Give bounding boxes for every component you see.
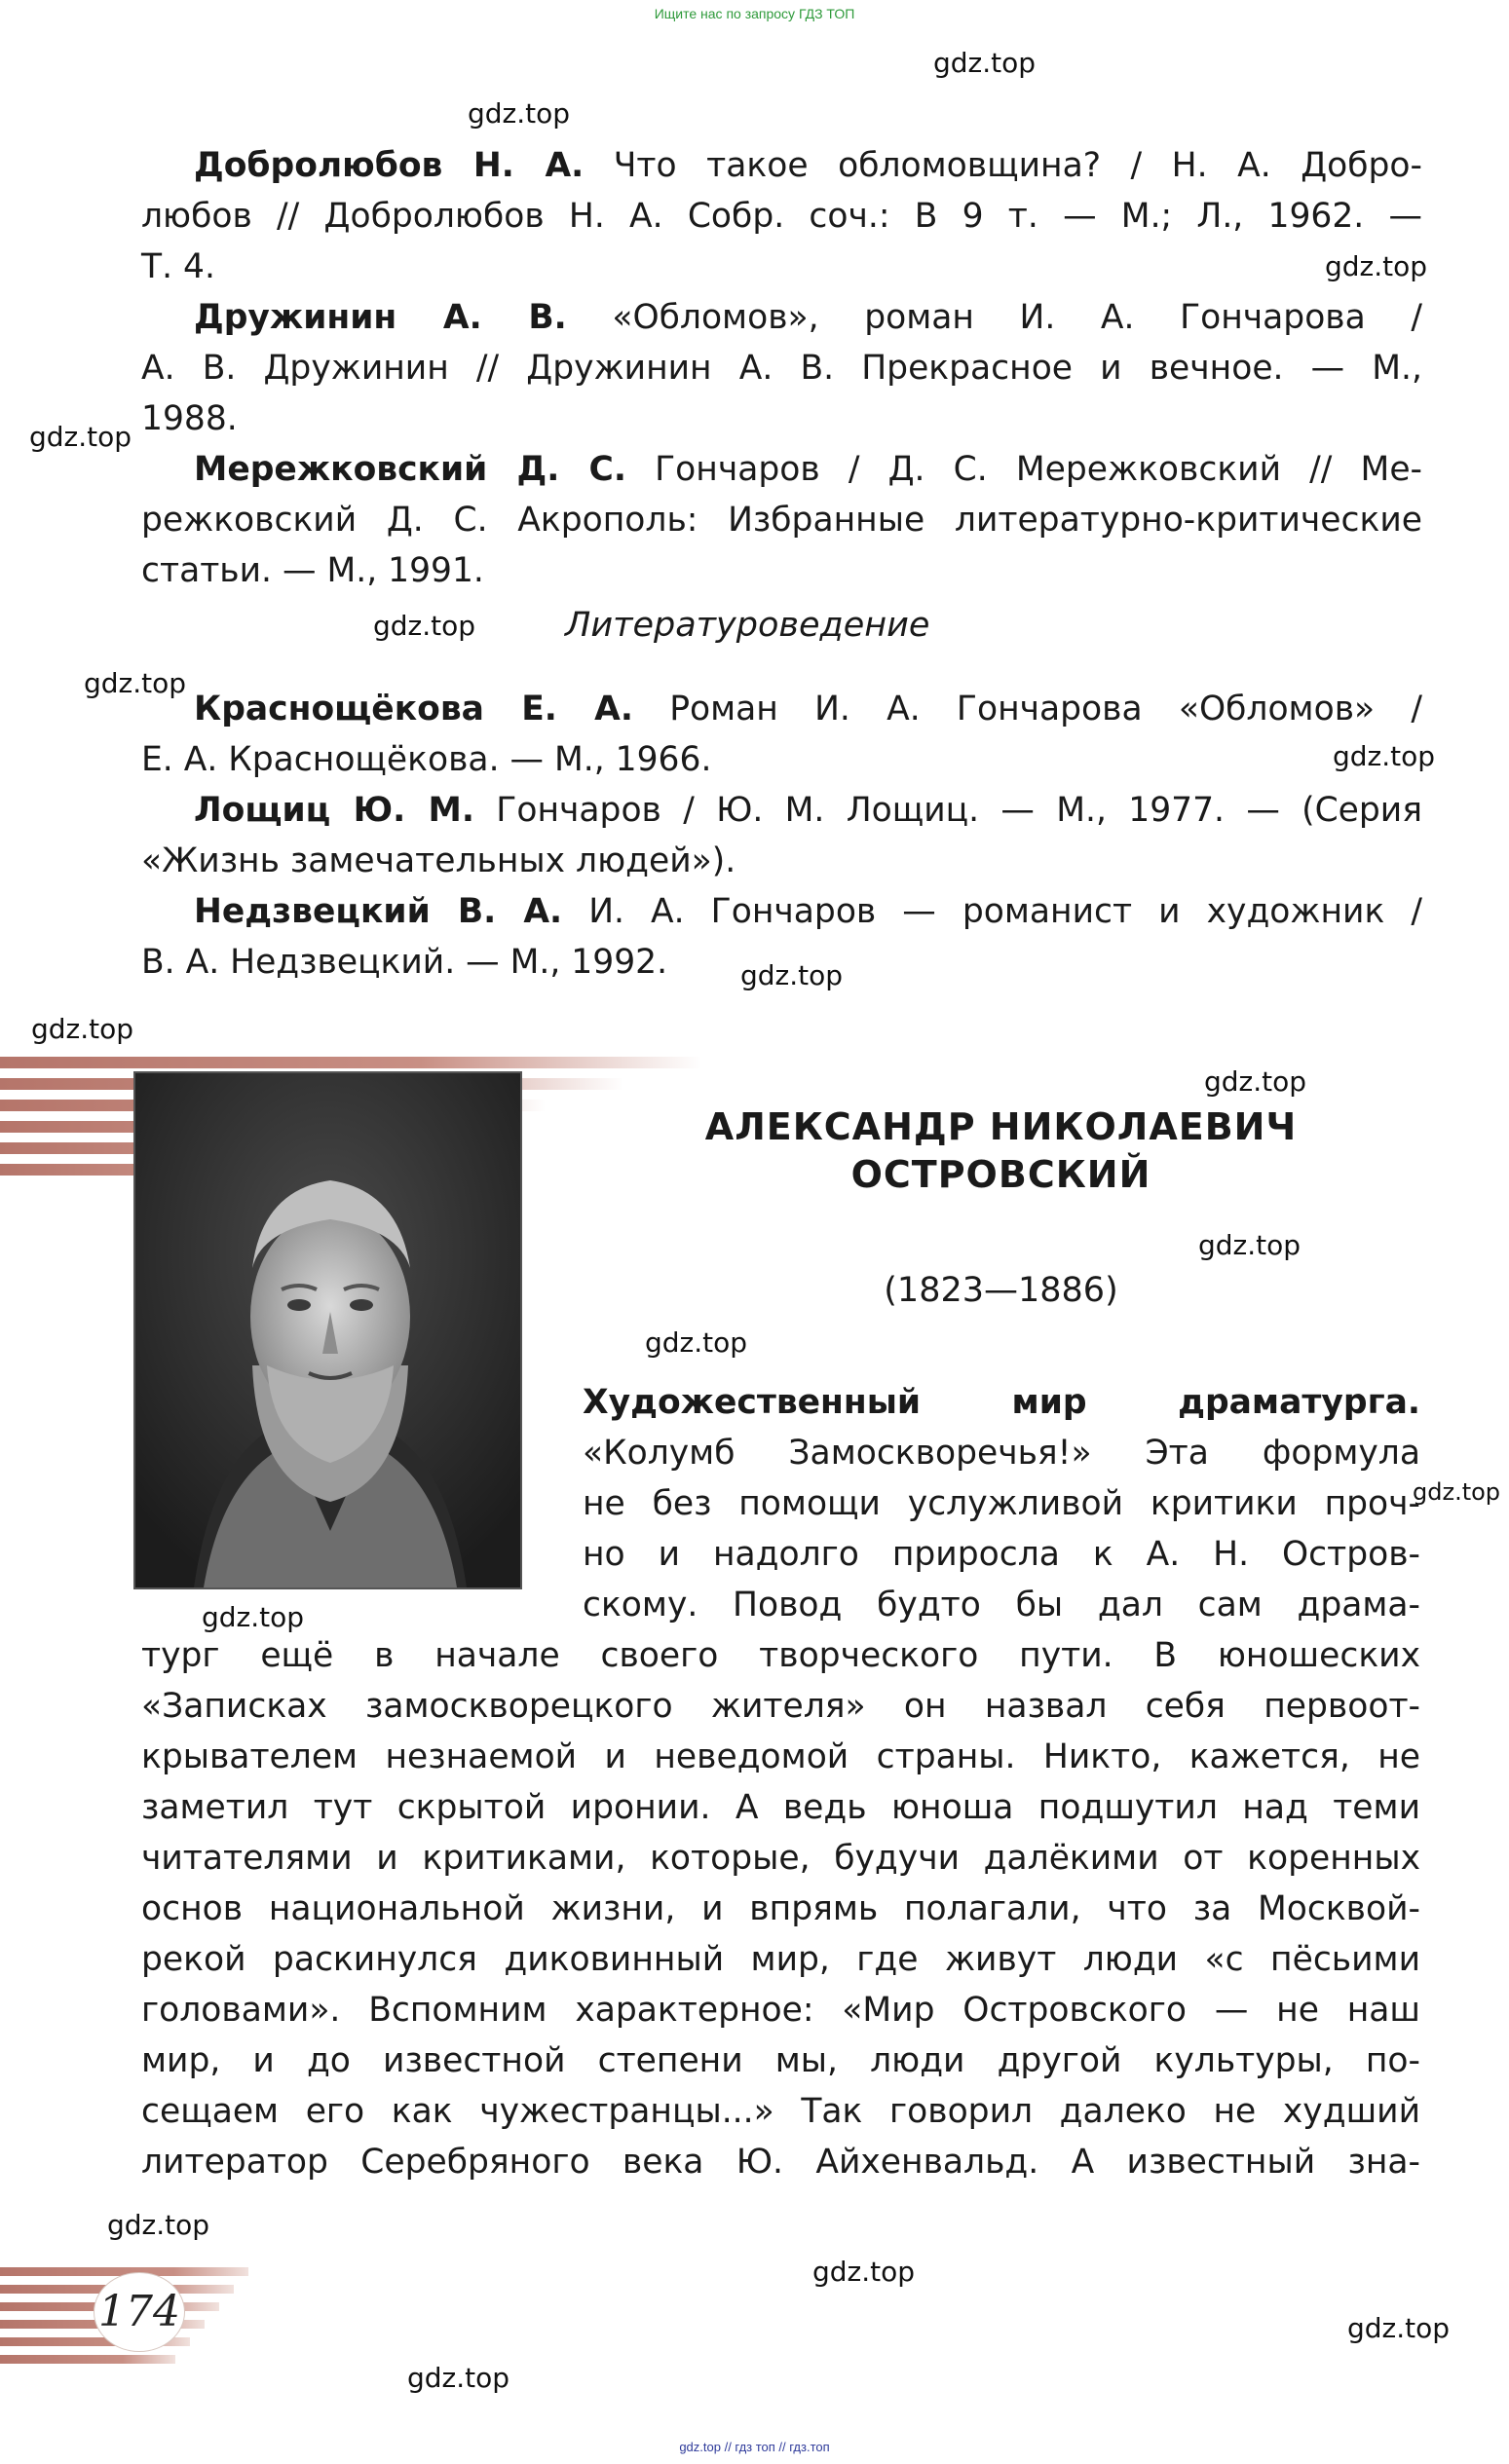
article-line: читателями и критиками, которые, будучи далёкими от коренных [141, 1839, 1420, 1878]
article-body-wide [141, 1630, 1420, 2187]
reference-text: любов // Добролюбов Н. А. Собр. соч.: В 9 т. — М.; Л., 1962. — [141, 197, 1422, 236]
reference-text: режковский Д. С. Акрополь: Избранные литературно-критические [141, 501, 1422, 540]
watermark: gdz.top [31, 1013, 134, 1045]
reference-author: Мережковский Д. С. [194, 450, 626, 489]
watermark: gdz.top [29, 421, 132, 453]
reference-entry [141, 444, 1422, 596]
reference-entry [141, 292, 1422, 444]
reference-entry [141, 785, 1422, 886]
article-line: рекой раскинулся диковинный мир, где живут люди «с пёсьими [141, 1940, 1420, 1979]
reference-entry [141, 886, 1422, 988]
reference-text: «Жизнь замечательных людей»). [141, 841, 736, 880]
watermark: gdz.top [373, 610, 476, 642]
reference-author: Дружинин А. В. [194, 298, 567, 337]
reference-author: Лощиц Ю. М. [194, 791, 474, 830]
author-name-line1: АЛЕКСАНДР НИКОЛАЕВИЧ [704, 1105, 1298, 1148]
reference-text: статьи. — М., 1991. [141, 551, 484, 590]
article-line: «Колумб Замоскворечья!» Эта формула [583, 1434, 1420, 1473]
watermark: gdz.top [202, 1601, 305, 1633]
stripe [0, 1057, 701, 1068]
author-name-line2: ОСТРОВСКИЙ [850, 1153, 1151, 1196]
article-line: литератор Серебряного века Ю. Айхенвальд. А известный зна- [141, 2143, 1420, 2182]
article-line: но и надолго приросла к А. Н. Остров- [583, 1535, 1420, 1574]
reference-text: Гончаров / Д. С. Мережковский // Ме- [625, 450, 1422, 489]
article-line: заметил тут скрытой иронии. А ведь юноша подшутил над теми [141, 1788, 1420, 1827]
reference-author: Добролюбов Н. А. [194, 146, 585, 185]
article-line: основ национальной жизни, и впрямь полагали, что за Москвой- [141, 1889, 1420, 1928]
article-line: мир, и до известной степени мы, люди другой культуры, по- [141, 2041, 1420, 2080]
reference-text: Что такое обломовщина? / Н. А. Добро- [584, 146, 1422, 185]
reference-text: Т. 4. [141, 247, 215, 286]
portrait-image [135, 1073, 520, 1587]
article-body-narrow [583, 1377, 1420, 1630]
article-line: головами». Вспомним характерное: «Мир Островского — не наш [141, 1991, 1420, 2030]
watermark: gdz.top [1325, 250, 1428, 282]
reference-text: Роман И. А. Гончарова «Обломов» / [632, 690, 1422, 728]
section-heading: Литературоведение [565, 606, 930, 645]
watermark: gdz.top [812, 2256, 916, 2288]
reference-entry [141, 684, 1422, 785]
reference-text: «Обломов», роман И. А. Гончарова / [566, 298, 1422, 337]
bottom-banner[interactable]: gdz.top // гдз топ // гдз.топ [679, 2440, 830, 2454]
watermark: gdz.top [1347, 2312, 1451, 2344]
reference-text: 1988. [141, 399, 238, 438]
article-line: «Записках замоскворецкого жителя» он назвал себя первоот- [141, 1687, 1420, 1726]
watermark: gdz.top [468, 97, 571, 130]
watermark: gdz.top [1333, 740, 1436, 772]
top-banner[interactable]: Ищите нас по запросу ГДЗ ТОП [654, 6, 855, 21]
page-number: 174 [94, 2272, 185, 2352]
article-line: крывателем незнаемой и неведомой страны. Никто, кажется, не [141, 1737, 1420, 1776]
reference-text: Гончаров / Ю. М. Лощиц. — М., 1977. — (Серия [474, 791, 1422, 830]
reference-text: Е. А. Краснощёкова. — М., 1966. [141, 740, 712, 779]
watermark: gdz.top [107, 2209, 210, 2241]
article-line: не без помощи услужливой критики проч- [583, 1484, 1420, 1523]
article-subheading: Художественный мир драматурга. [583, 1383, 1420, 1422]
watermark: gdz.top [407, 2362, 510, 2394]
watermark: gdz.top [933, 47, 1037, 79]
watermark: gdz.top [1204, 1065, 1307, 1098]
reference-entry [141, 140, 1422, 292]
article-line: тург ещё в начале своего творческого пути. В юношеских [141, 1636, 1420, 1675]
reference-author: Краснощёкова Е. А. [194, 690, 633, 728]
article-line: сещаем его как чужестранцы...» Так говорил далеко не худший [141, 2092, 1420, 2131]
watermark: gdz.top [1413, 1478, 1501, 1506]
reference-text: И. А. Гончаров — романист и художник / [562, 892, 1422, 931]
author-years: (1823—1886) [884, 1271, 1118, 1310]
watermark: gdz.top [84, 667, 187, 699]
reference-text: А. В. Дружинин // Дружинин А. В. Прекрасное и вечное. — М., [141, 349, 1422, 388]
watermark: gdz.top [1198, 1229, 1302, 1261]
reference-text: В. А. Недзвецкий. — М., 1992. [141, 943, 668, 982]
article-line: скому. Повод будто бы дал сам драма- [583, 1586, 1420, 1624]
watermark: gdz.top [740, 959, 844, 991]
reference-author: Недзвецкий В. А. [194, 892, 563, 931]
author-portrait [133, 1071, 522, 1589]
references-criticism [141, 140, 1422, 596]
watermark: gdz.top [645, 1326, 748, 1359]
references-literary-studies [141, 684, 1422, 988]
